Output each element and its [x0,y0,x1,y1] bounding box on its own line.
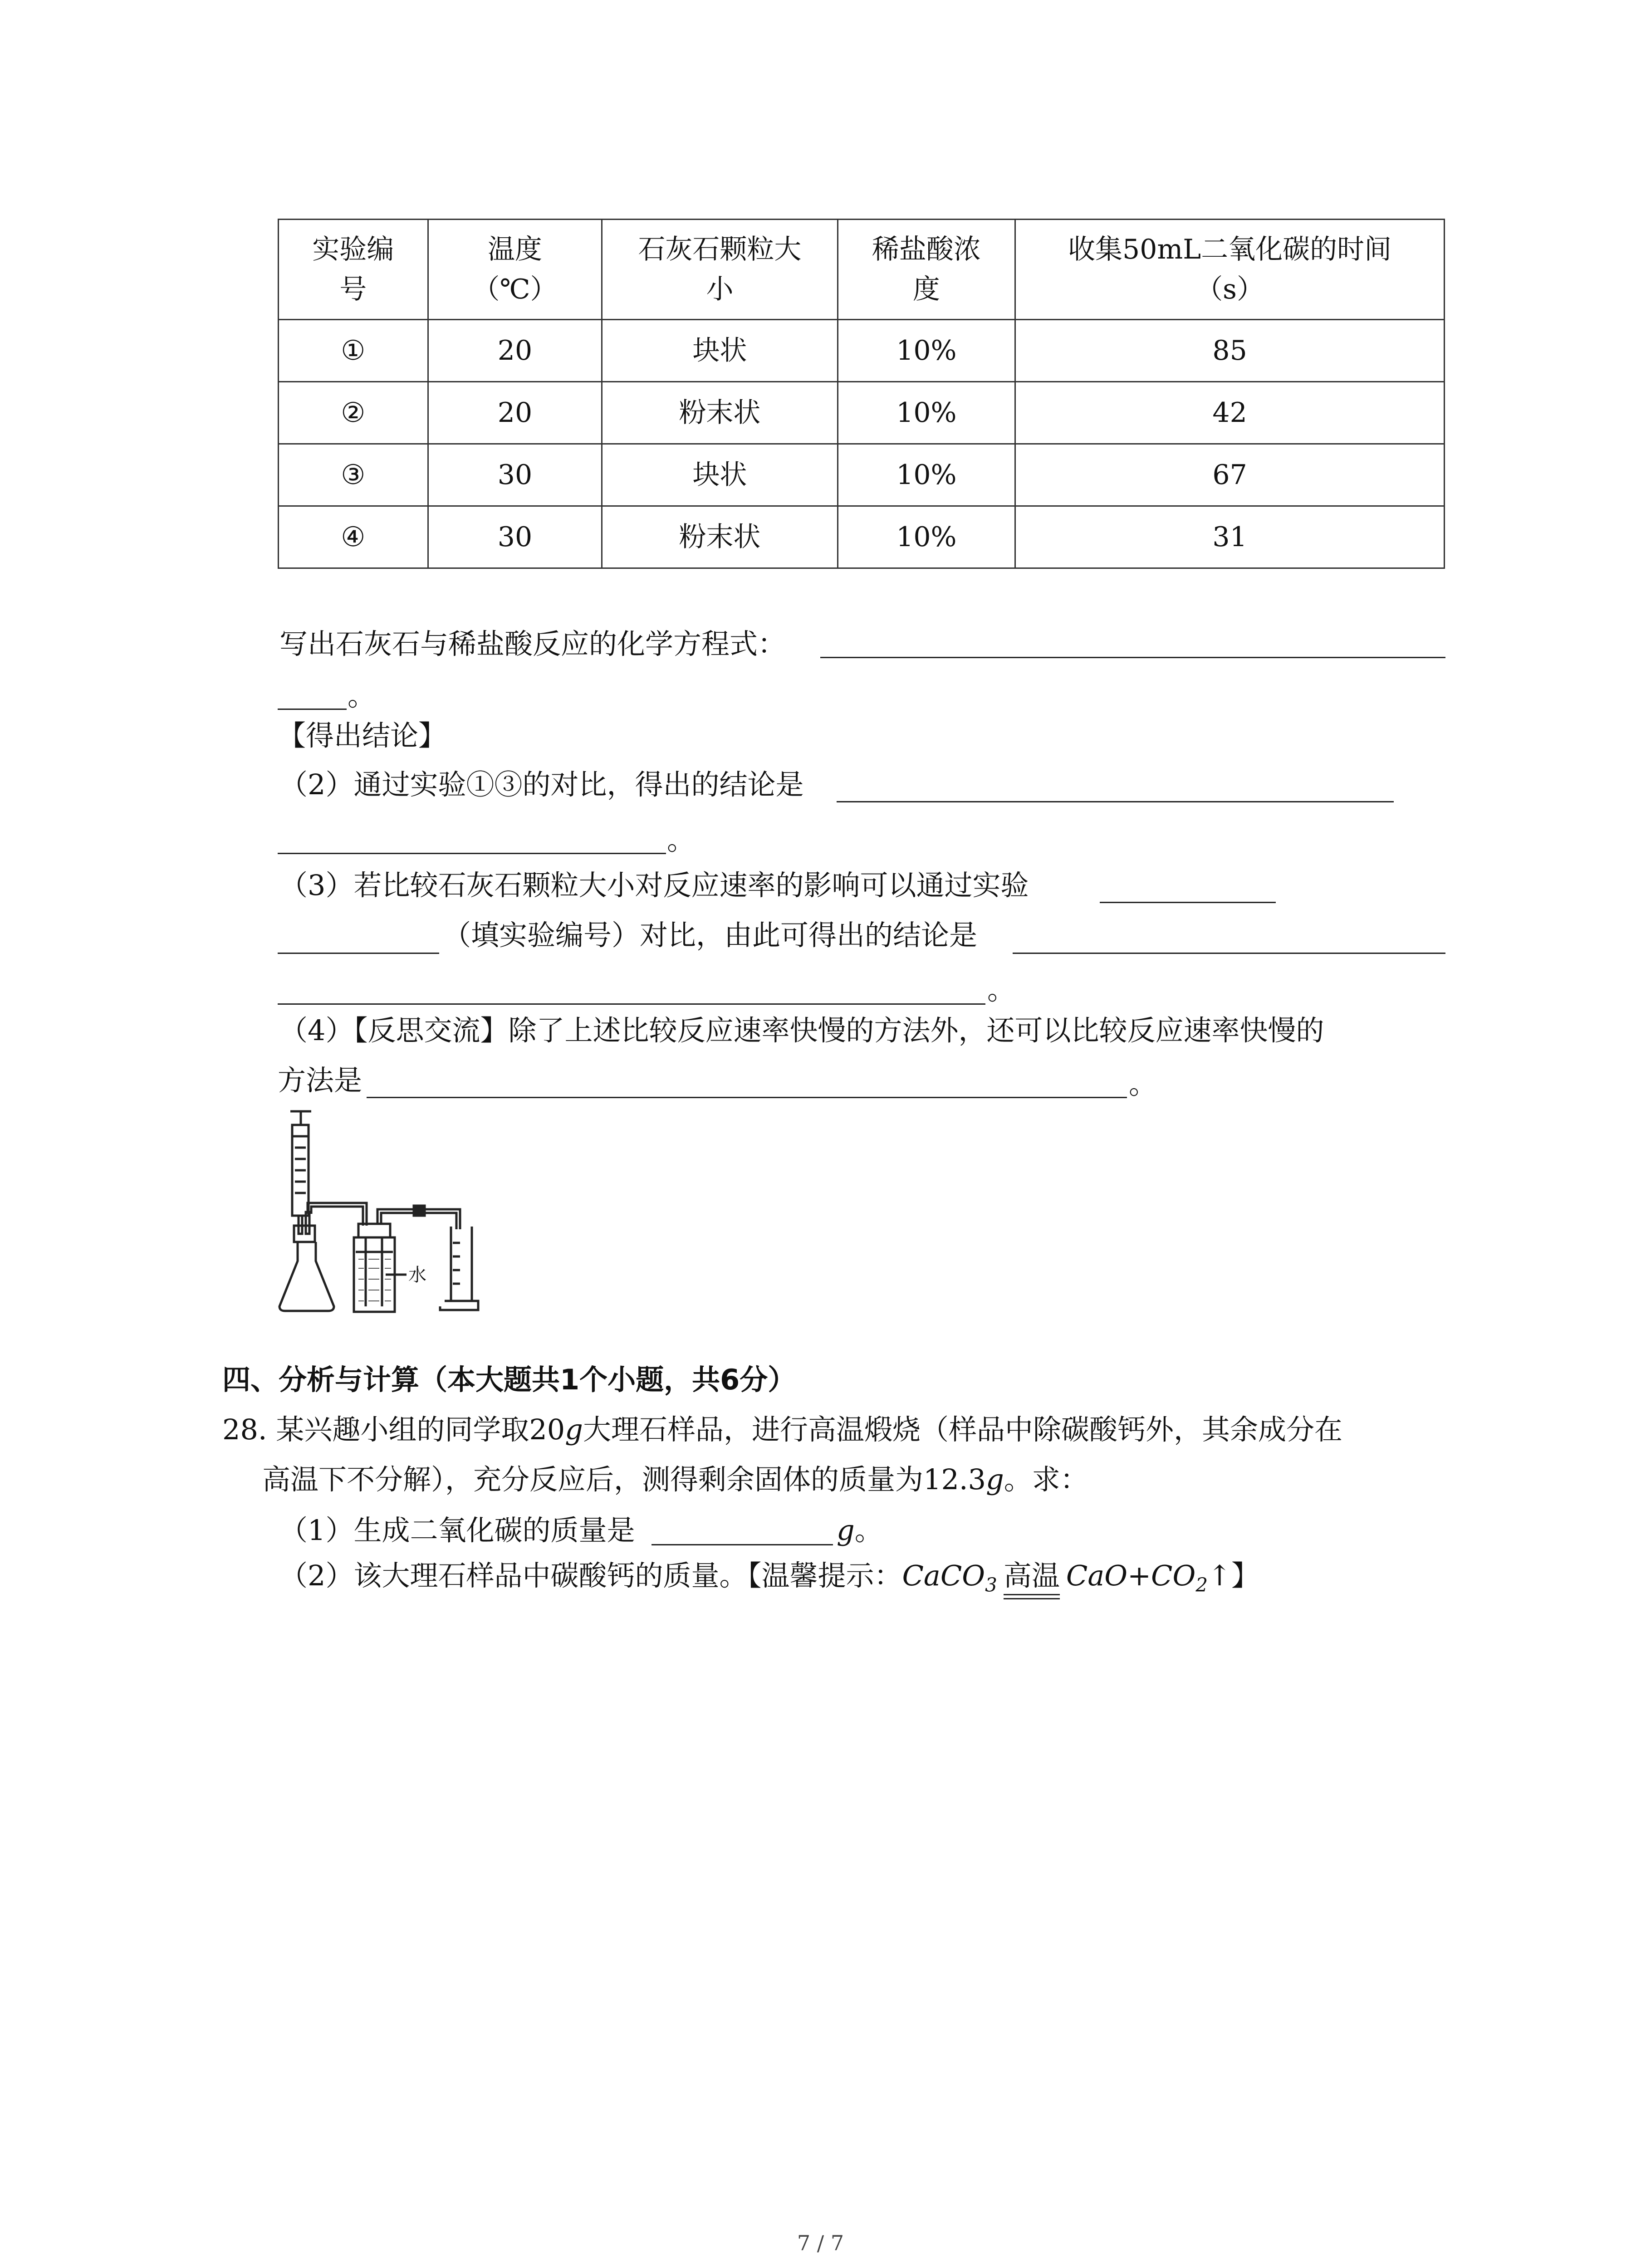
question-3-line-2: （填实验编号）对比，由此可得出的结论是 [443,919,978,952]
header-exp-no: 实验编 号 [279,220,428,320]
answer-blank[interactable] [367,1097,1127,1098]
formula-caco3: CaCO [902,1559,985,1592]
sentence-end: 。 [854,1514,883,1547]
cell-particle-size: 粉末状 [602,382,838,444]
answer-blank[interactable] [1013,953,1445,954]
experiment-table [278,219,1445,569]
question-2 [279,767,803,803]
question-text: （1）生成二氧化碳的质量是 [279,1514,635,1547]
question-equation [279,626,786,662]
answer-blank[interactable] [1100,902,1276,903]
answer-blank[interactable] [278,953,439,954]
sentence-end: 。 [667,823,696,856]
sentence-end: 。 [987,973,1016,1006]
table-row [279,444,1445,506]
answer-blank[interactable] [278,853,666,854]
question-28-1 [279,1512,635,1549]
gas-collection-apparatus [272,1107,526,1320]
cell-temperature: 20 [428,382,602,444]
question-28-2 [279,1558,1259,1603]
cell-particle-size: 粉末状 [602,506,838,568]
question-text: 高温下不分解），充分反应后，测得剩余固体的质量为12.3 [262,1463,986,1496]
question-text: 某兴趣小组的同学取20 [276,1413,565,1446]
cell-concentration: 10% [838,382,1015,444]
question-text: 写出石灰石与稀盐酸反应的化学方程式： [279,627,786,660]
cell-concentration: 10% [838,320,1015,382]
unit-gram: g [986,1463,1004,1496]
question-28-1-end [837,1512,883,1549]
question-28-line-2 [262,1461,1088,1498]
header-particle-size: 石灰石颗粒大 小 [602,220,838,320]
formula-subscript: 3 [985,1574,997,1596]
cell-exp-no: ③ [279,444,428,506]
unit-gram: g [565,1413,583,1446]
cell-time: 31 [1015,506,1445,568]
question-number: 28. [222,1413,267,1446]
cell-concentration: 10% [838,506,1015,568]
gas-arrow-icon: ↑ [1208,1559,1232,1592]
cell-time: 42 [1015,382,1445,444]
question-4-line-2: 方法是 [278,1064,362,1097]
answer-blank[interactable] [278,1003,985,1005]
cell-temperature: 30 [428,444,602,506]
header-temperature: 温度 （℃） [428,220,602,320]
cell-concentration: 10% [838,444,1015,506]
conclusion-heading: 【得出结论】 [278,719,447,752]
header-acid-concentration: 稀盐酸浓 度 [838,220,1015,320]
answer-blank[interactable] [278,709,347,710]
table-header-row [279,220,1445,320]
table-row [279,506,1445,568]
bracket-close: 】 [1231,1559,1260,1592]
question-3 [279,867,1029,904]
reaction-condition: 高温 [1004,1558,1060,1594]
question-text: （2）通过实验①③的对比，得出的结论是 [279,768,804,801]
section-title: 四、分析与计算（本大题共1个小题，共6分） [222,1363,796,1396]
answer-blank[interactable] [837,801,1394,802]
sentence-end: 。 [1129,1067,1157,1100]
cell-exp-no: ② [279,382,428,444]
cell-particle-size: 块状 [602,320,838,382]
answer-blank[interactable] [820,657,1445,658]
question-text: （3）若比较石灰石颗粒大小对反应速率的影响可以通过实验 [279,869,1029,902]
header-collection-time: 收集50mL二氧化碳的时间 （s） [1015,220,1445,320]
question-4: （4）【反思交流】除了上述比较反应速率快慢的方法外，还可以比较反应速率快慢的 [279,1014,1324,1047]
question-text: （2）该大理石样品中碳酸钙的质量。【温馨提示： [279,1559,902,1592]
cell-exp-no: ④ [279,506,428,568]
question-text: 。求： [1004,1463,1088,1496]
question-text: 大理石样品，进行高温煅烧（样品中除碳酸钙外，其余成分在 [583,1413,1342,1446]
cell-time: 85 [1015,320,1445,382]
question-28 [222,1412,1342,1448]
unit-gram: g [837,1514,855,1547]
sentence-end: 。 [348,679,376,712]
cell-time: 67 [1015,444,1445,506]
water-label: 水 [408,1265,426,1286]
answer-blank[interactable] [652,1544,833,1545]
table-row [279,382,1445,444]
cell-particle-size: 块状 [602,444,838,506]
cell-exp-no: ① [279,320,428,382]
cell-temperature: 30 [428,506,602,568]
page-number: 7 / 7 [797,2231,844,2255]
cell-temperature: 20 [428,320,602,382]
table-row [279,320,1445,382]
formula-subscript: 2 [1195,1574,1208,1596]
formula-products: CaO+CO [1066,1559,1196,1592]
decomposition-equation [902,1558,1231,1603]
